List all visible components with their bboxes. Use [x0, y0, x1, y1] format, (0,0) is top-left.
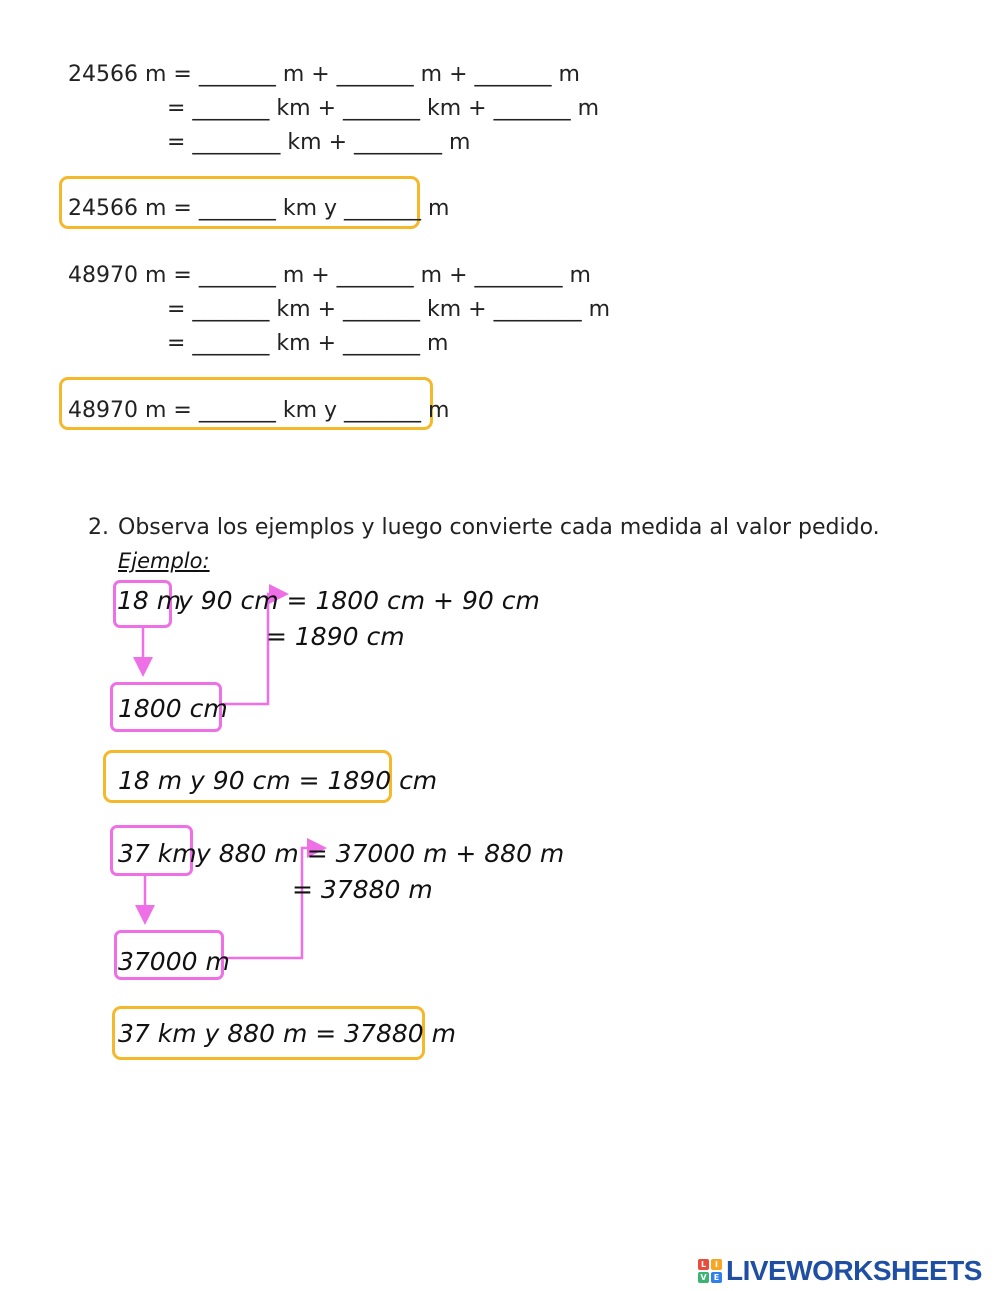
example-label: Ejemplo:: [118, 549, 210, 573]
example1-equation: y 90 cm = 1800 cm + 90 cm: [178, 586, 540, 615]
section2-instruction: Observa los ejemplos y luego convierte cada medida al valor pedido.: [118, 515, 880, 540]
problem2-answer: 48970 m = _______ km y _______ m: [68, 398, 450, 423]
logo-tile-l: L: [698, 1259, 709, 1270]
problem1-line1: 24566 m = _______ m + _______ m + _______ m: [68, 62, 580, 87]
logo-tile-i: I: [711, 1259, 722, 1270]
example2-result: 37 km y 880 m = 37880 m: [118, 1019, 456, 1048]
problem1-line3: = ________ km + ________ m: [167, 130, 471, 155]
example1-boxed-term: 18 m: [117, 586, 182, 615]
problem2-line3: = _______ km + _______ m: [167, 331, 449, 356]
problem1-answer: 24566 m = _______ km y _______ m: [68, 196, 450, 221]
problem1-line2: = _______ km + _______ km + _______ m: [167, 96, 600, 121]
example2-converted: 37000 m: [118, 947, 230, 976]
problem2-line1: 48970 m = _______ m + _______ m + ________ m: [68, 263, 591, 288]
example1-line2: = 1890 cm: [266, 622, 405, 651]
logo-tiles-icon: [698, 1259, 722, 1283]
logo-text: LIVEWORKSHEETS: [726, 1255, 982, 1286]
logo-tile-v: V: [698, 1272, 709, 1283]
section2-number: 2.: [88, 515, 109, 540]
liveworksheets-logo: [698, 1254, 982, 1288]
problem2-line2: = _______ km + _______ km + ________ m: [167, 297, 611, 322]
example1-result: 18 m y 90 cm = 1890 cm: [118, 766, 438, 795]
example2-boxed-term: 37 km: [118, 839, 197, 868]
example1-converted: 1800 cm: [118, 694, 228, 723]
logo-tile-e: E: [711, 1272, 722, 1283]
example2-equation: y 880 m = 37000 m + 880 m: [196, 839, 565, 868]
example2-line2: = 37880 m: [292, 875, 433, 904]
